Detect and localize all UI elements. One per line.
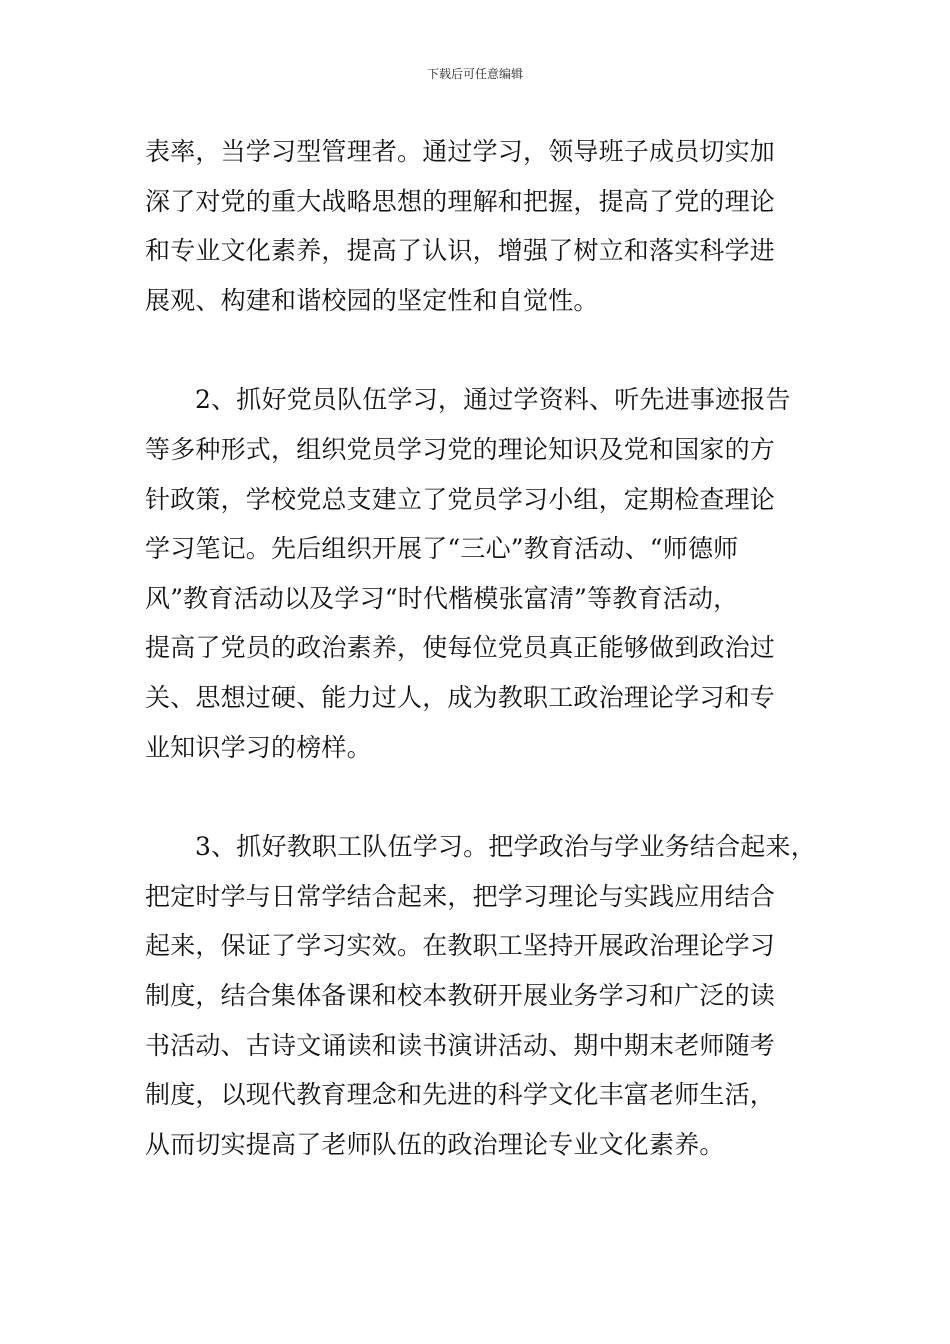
text-line: 等多种形式，组织党员学习党的理论知识及党和国家的方 bbox=[145, 434, 776, 464]
text-line: 制度，结合集体备课和校本教研开展业务学习和广泛的读 bbox=[145, 980, 776, 1010]
text-line: 和专业文化素养，提高了认识，增强了树立和落实科学进 bbox=[145, 236, 776, 266]
text-line: 针政策，学校党总支建立了党员学习小组，定期检查理论 bbox=[145, 484, 776, 514]
text-line: 书活动、古诗文诵读和读书演讲活动、期中期末老师随考 bbox=[145, 1030, 776, 1060]
paragraph-spacer bbox=[145, 772, 835, 822]
document-body bbox=[145, 127, 835, 1169]
text-line: 学习笔记。先后组织开展了“三心”教育活动、“师德师 bbox=[145, 534, 739, 564]
text-line: 起来，保证了学习实效。在教职工坚持开展政治理论学习 bbox=[145, 931, 776, 961]
paragraph-2 bbox=[145, 375, 835, 772]
text-line: 制度，以现代教育理念和先进的科学文化丰富老师生活， bbox=[145, 1080, 776, 1110]
text-line: 表率，当学习型管理者。通过学习，领导班子成员切实加 bbox=[145, 137, 776, 166]
text-line: 关、思想过硬、能力过人，成为教职工政治理论学习和专 bbox=[145, 682, 776, 712]
text-line: 把定时学与日常学结合起来，把学习理论与实践应用结合 bbox=[145, 881, 776, 911]
text-line: 展观、构建和谐校园的坚定性和自觉性。 bbox=[145, 285, 599, 315]
text-line: 深了对党的重大战略思想的理解和把握，提高了党的理论 bbox=[145, 186, 776, 216]
page-header: 下载后可任意编辑 bbox=[426, 67, 523, 81]
text-line: 业知识学习的榜样。 bbox=[145, 732, 372, 762]
paragraph-1 bbox=[145, 127, 835, 325]
text-line: 风”教育活动以及学习“时代楷模张富清”等教育活动， bbox=[145, 583, 739, 613]
text-line: 2、抓好党员队伍学习，通过学资料、听先进事迹报告 bbox=[195, 385, 791, 415]
text-line: 提高了党员的政治素养，使每位党员真正能够做到政治过 bbox=[145, 633, 776, 663]
text-line: 从而切实提高了老师队伍的政治理论专业文化素养。 bbox=[145, 1129, 725, 1159]
text-line: 3、抓好教职工队伍学习。把学政治与学业务结合起来， bbox=[195, 832, 816, 862]
paragraph-3 bbox=[145, 822, 835, 1169]
paragraph-spacer bbox=[145, 325, 835, 375]
